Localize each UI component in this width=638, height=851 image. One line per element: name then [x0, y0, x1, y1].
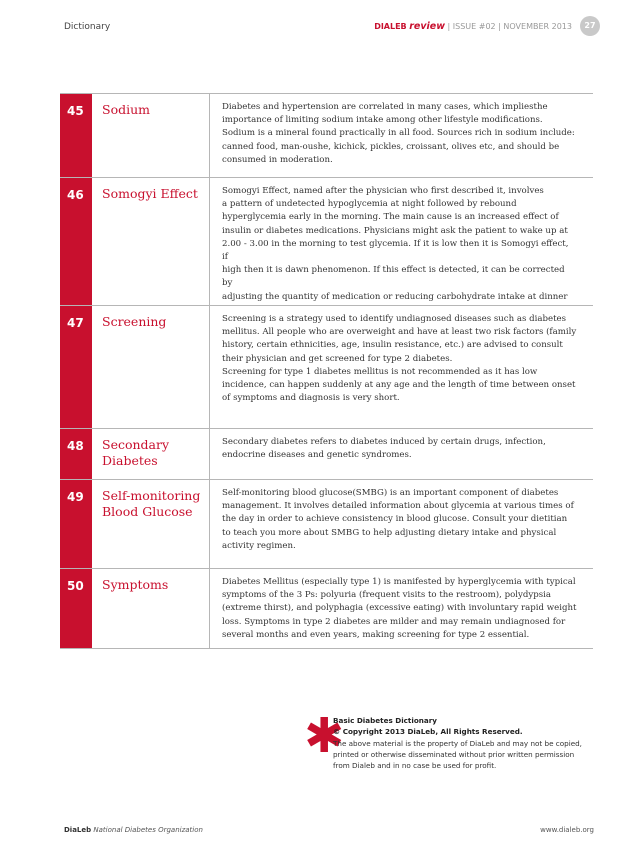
entry-definition: Screening is a strategy used to identify undiagnosed diseases such as diabetes mellitus. All people who are overweight and have at least two risk factors (family history, certain ethnicities, age, insulin resistance, etc.) are advised to consult their physician and get screened for type 2 diabetes. Screening for type 1 diabetes mellitus is not recommended as it has low incidence, can happen suddenly at any age and the length of time between onset of symptoms and diagnosis is very short. — [209, 306, 593, 428]
entry-number: 47 — [60, 306, 92, 428]
org-full-name: National Diabetes Organization — [91, 826, 203, 834]
organization-name — [64, 826, 203, 834]
entry-definition: Somogyi Effect, named after the physician who first described it, involves a pattern of undetected hypoglycemia at night followed by rebound hyperglycemia early in the morning. The main cause is an increased effect of insulin or diabetes medications. Physicians might ask the patient to wake up at 2.00 - 3.00 in the morning to test glycemia. If it is low then it is Somogyi effect, if high then it is dawn phenomenon. If this effect is detected, it can be corrected by adjusting the quantity of medication or reducing carbohydrate intake at dinner — [209, 178, 593, 305]
copyright-line: © Copyright 2013 DiaLeb, All Rights Reserved. — [333, 727, 523, 737]
entry-term: Secondary Diabetes — [92, 429, 209, 479]
entry-number: 48 — [60, 429, 92, 479]
entry-row — [60, 568, 593, 649]
copyright-text — [333, 715, 605, 771]
dictionary-title: Basic Diabetes Dictionary — [333, 716, 437, 725]
page-header — [0, 0, 638, 52]
issue-details: | ISSUE #02 | NOVEMBER 2013 — [445, 22, 572, 31]
entry-row — [60, 177, 593, 305]
entry-definition: Diabetes Mellitus (especially type 1) is manifested by hyperglycemia with typical symptoms of the 3 Ps: polyuria (frequent visits to the restroom), polydypsia (extreme thirst), and polyphagia (excessive eating) with involuntary rapid weight loss. Symptoms in type 2 diabetes are milder and may remain undiagnosed for several months and even years, making screening for type 2 essential. — [209, 569, 593, 648]
entry-term: Sodium — [92, 94, 209, 177]
dictionary-table — [60, 93, 593, 649]
entry-number: 50 — [60, 569, 92, 648]
entry-term: Somogyi Effect — [92, 178, 209, 305]
entry-definition: Secondary diabetes refers to diabetes induced by certain drugs, infection, endocrine diseases and genetic syndromes. — [209, 429, 593, 479]
entry-row — [60, 479, 593, 568]
magazine-review: review — [409, 21, 445, 32]
page-footer — [0, 820, 638, 851]
issue-info — [374, 21, 572, 32]
entry-number: 49 — [60, 480, 92, 568]
entry-row — [60, 428, 593, 479]
entry-term: Screening — [92, 306, 209, 428]
org-brand: DiaLeb — [64, 826, 92, 834]
magazine-brand: DIALEB — [374, 22, 407, 31]
entry-term: Self-monitoring Blood Glucose — [92, 480, 209, 568]
page-number-badge: 27 — [580, 16, 600, 36]
entry-row — [60, 305, 593, 428]
section-title: Dictionary — [64, 22, 111, 32]
entry-row — [60, 93, 593, 177]
entry-definition: Diabetes and hypertension are correlated in many cases, which impliesthe importance of limiting sodium intake among other lifestyle modifications. Sodium is a mineral found practically in all food. Sources rich in sodium include: canned food, man-oushe, kichick, pickles, croissant, olives etc, and should be consumed in moderation. — [209, 94, 593, 177]
asterisk-icon: ✱ — [304, 708, 345, 764]
copyright-box — [304, 708, 604, 793]
copyright-description: The above material is the property of DiaLeb and may not be copied, printed or otherwise disseminated without prior written permission from Dialeb and in no case be used for profit. — [333, 738, 582, 771]
entry-term: Symptoms — [92, 569, 209, 648]
entry-number: 45 — [60, 94, 92, 177]
entry-definition: Self-monitoring blood glucose(SMBG) is an important component of diabetes management. It involves detailed information about glycemia at various times of the day in order to achieve consistency in blood glucose. Consult your dietitian to teach you more about SMBG to help adjusting dietary intake and physical activity regimen. — [209, 480, 593, 568]
website-link[interactable]: www.dialeb.org — [540, 826, 594, 834]
entry-number: 46 — [60, 178, 92, 305]
